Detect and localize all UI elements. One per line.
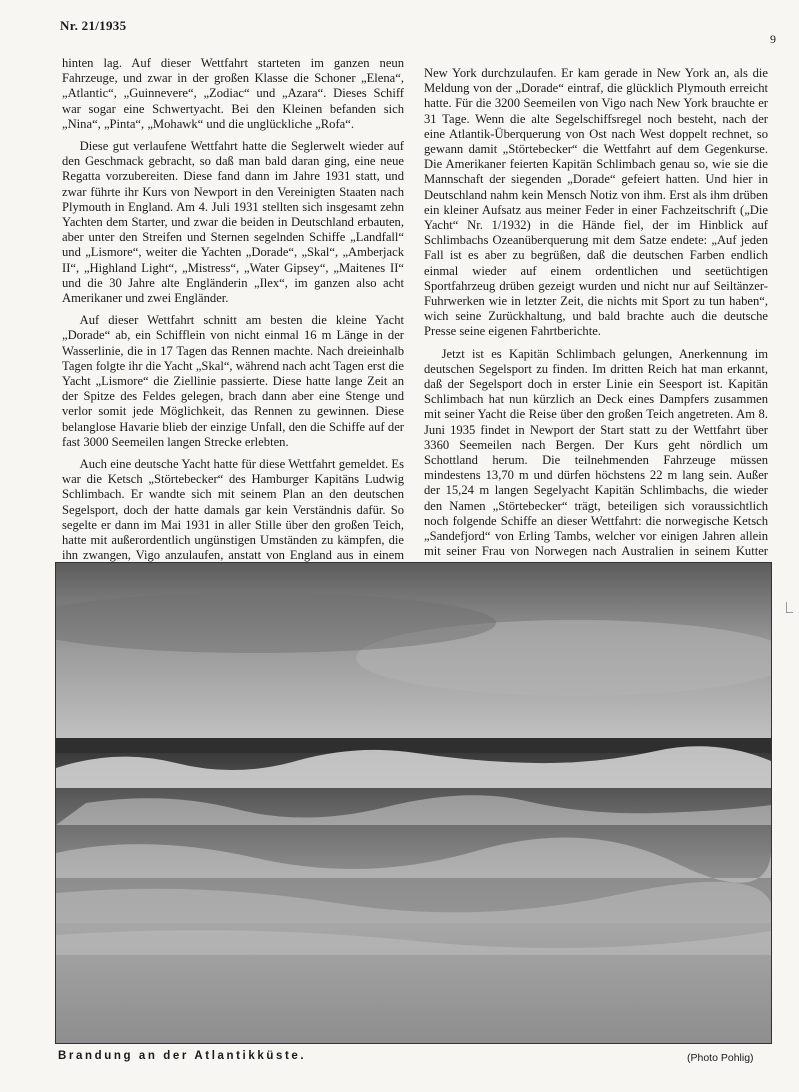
left-paragraph-3: Auf dieser Wettfahrt schnitt am besten die kleine Yacht „Dorade“ ab, ein Schifflein von nicht einmal 16 m Länge in der Wasserlinie, die in 17 Tagen das Rennen machte. Nach dreieinhalb Tagen folgte ihr die Yacht „Skal“, während nach acht Tagen erst die Yacht „Lismore“ die Ziellinie passierte. Diese hatte lange Zeit an der Spitze des Feldes gelegen, brach dann aber eine Stenge und verlor somit jede Möglichkeit, das Rennen zu gewinnen. Diese belanglose Havarie blieb der einzige Unfall, den die Schiffe auf der fast 3000 Seemeilen langen Strecke erlebten. <box>62 313 404 449</box>
issue-number: Nr. 21/1935 <box>60 18 127 33</box>
surf-photo <box>55 562 772 1044</box>
right-paragraph-1: New York durchzulaufen. Er kam gerade in New York an, als die Meldung von der „Dorade“ eintraf, die glücklich Plymouth erreicht hatte. Für die 3200 Seemeilen von Vigo nach New York brauchte er 31 Tage. Wenn die alte Segelschiffsregel noch besteht, nach der eine Atlantik-Überquerung von Ost nach West doppelt rechnet, so gewann damit „Störtebecker“ die Wettfahrt auf dem Gegenkurse. Die Amerikaner feierten Kapitän Schlimbach genau so, wie sie die Mannschaft der siegenden „Dorade“ gefeiert hatten. Und hier in Deutschland nahm kein Mensch Notiz von ihm. Erst als ihm drüben ein kleiner Aufsatz aus meiner Feder in einer Fachzeitschrift („Die Yacht“ Nr. 1/1932) in die Hände fiel, der im Hinblick auf Schlimbachs Ozeanüberquerung mit dem Satze endete: „Auf jeden Fall ist es aber zu begrüßen, daß die deutschen Farben endlich einmal wieder auf einem ordentlichen und seetüchtigen Sportfahrzeug drüben gezeigt wurden und nicht nur auf Seiltänzer-Fuhrwerken wie in letzter Zeit, die nichts mit Sport zu tun haben“, wich seine Zurückhaltung, und bald brachte auch die deutsche Presse seine eigenen Fahrtberichte. <box>424 66 768 339</box>
photo-credit: (Photo Pohlig) <box>687 1052 754 1064</box>
margin-mark <box>786 602 793 613</box>
right-paragraph-2: Jetzt ist es Kapitän Schlimbach gelungen, Anerkennung im deutschen Segelsport zu finden. Im dritten Reich hat man erkannt, daß der Segelsport doch in erster Linie ein Seesport ist. Kapitän Schlimbach hat nun kürzlich an Deck eines Dampfers zusammen mit seiner Yacht die Reise über den großen Teich angetreten. Am 8. Juni 1935 findet in Newport der Start statt zu der Wettfahrt über 3360 Seemeilen nach Bergen. Der Kurs geht nördlich um Schottland herum. Die teilnehmenden Fahrzeuge müssen mindestens 13,70 m und dürfen höchstens 22 m lang sein. Außer der 15,24 m langen Segelyacht Kapitän Schlimbachs, die wieder den Namen „Störtebecker“ trägt, beteiligen sich voraussichtlich noch folgende Schiffe an dieser Wettfahrt: die norwegische Ketsch „Sandefjord“ von Erling Tambs, welcher vor einigen Jahren allein mit seiner Frau von Norwegen nach Australien in seinem Kutter <box>424 346 768 559</box>
left-paragraph-2: Diese gut verlaufene Wettfahrt hatte die Seglerwelt wieder auf den Geschmack gebracht, so daß man bald daran ging, eine neue Regatta vorzubereiten. Diese fand dann im Jahre 1931 statt, und zwar führte ihr Kurs von Newport in den Vereinigten Staaten nach Plymouth in England. Am 4. Juli 1931 stellten sich insgesamt zehn Yachten dem Starter, und zwar die beiden in Deutschland erbauten, aber unter den Streifen und Sternen segelnden Schiffe „Landfall“ und „Lismore“, weiter die Yachten „Dorade“, „Skal“, „Amberjack II“, „Highland Light“, „Mistress“, „Water Gipsey“, „Maitenes II“ und die 30 Jahre alte Engländerin „Ilex“, im ganzen also acht Amerikaner und zwei Engländer. <box>62 139 404 306</box>
photo-caption: Brandung an der Atlantikküste. <box>58 1050 307 1062</box>
left-text-column <box>62 56 404 586</box>
left-paragraph-1: hinten lag. Auf dieser Wettfahrt starteten im ganzen neun Fahrzeuge, und zwar in der großen Klasse die Schoner „Elena“, „Atlantic“, „Guinnevere“, „Zodiac“ und „Azara“. Dieses Schiff war sogar eine Schwertyacht. Bei den Kleinen befanden sich „Nina“, „Pinta“, „Mohawk“ und die unglückliche „Rofa“. <box>62 56 404 131</box>
right-text-column <box>424 66 768 597</box>
surf-photo-image <box>56 563 771 1043</box>
page-number: 9 <box>770 32 776 46</box>
left-paragraph-4: Auch eine deutsche Yacht hatte für diese Wettfahrt gemeldet. Es war die Ketsch „Störtebecker“ des Hamburger Kapitäns Ludwig Schlimbach. Er wandte sich mit seinem Plan an den deutschen Segelsport, doch der hatte damals gar kein Verständnis dafür. So segelte er dann im Mai 1931 in aller Stille über den großen Teich, hatte mit außerordentlich ungünstigen Umständen zu kämpfen, die ihn zwangen, Vigo anzulaufen, anstatt von England aus in einem <box>62 457 404 563</box>
